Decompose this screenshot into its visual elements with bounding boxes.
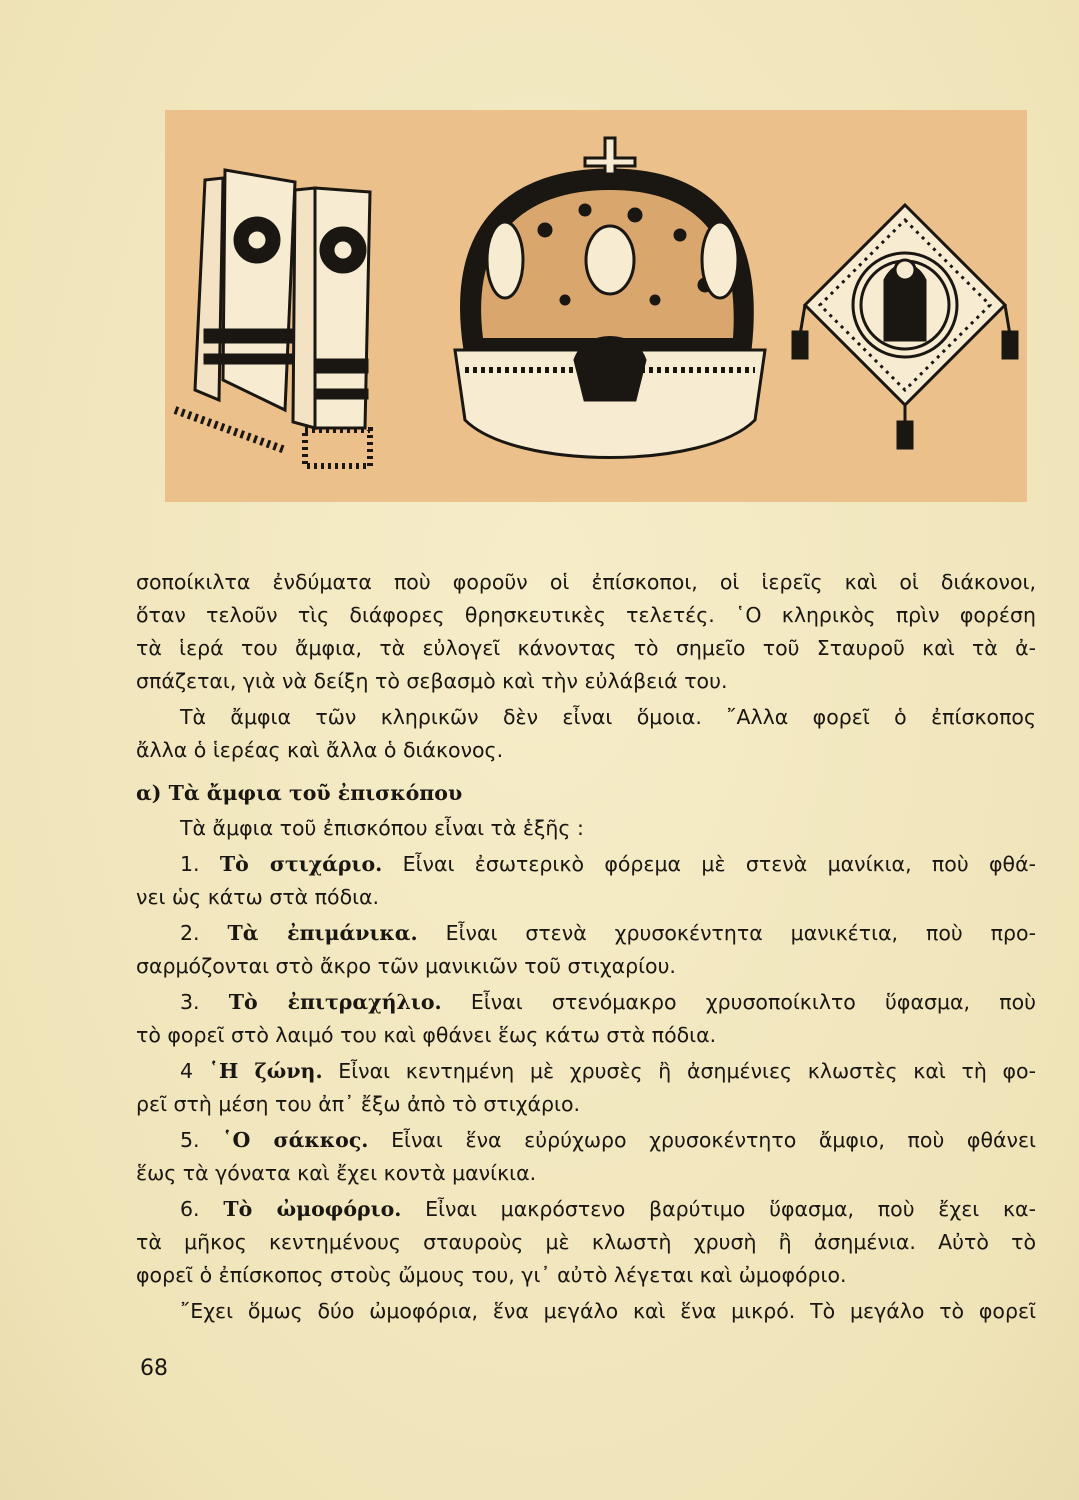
text-line: ρεῖ στὴ μέση του ἀπ᾿ ἔξω ἀπὸ τὸ στιχάριο. [136, 1092, 581, 1116]
item-number: 6. [180, 1197, 200, 1221]
vestments-illustration [165, 110, 1027, 502]
item-number: 4 [180, 1059, 194, 1083]
text-line: τὸ φορεῖ στὸ λαιμό του καὶ φθάνει ἕως κάτω στὰ πόδια. [136, 1023, 717, 1047]
text-line: φορεῖ ὁ ἐπίσκοπος στοὺς ὤμους του, γι᾿ αὐτὸ λέγεται καὶ ὠμοφόριο. [136, 1263, 847, 1287]
mitre-crown-icon [455, 138, 765, 458]
section-heading: α) Τὰ ἄμφια τοῦ ἐπισκόπου [136, 781, 463, 805]
item-term: ῾Η ζώνη. [208, 1059, 323, 1083]
list-item [136, 1199, 1036, 1220]
text-line: ῎Εχει ὅμως δύο ὠμοφόρια, ἕνα μεγάλο καὶ ἕνα μικρό. Τὸ μεγάλο τὸ φορεῖ [180, 1299, 1036, 1323]
item-term: Τὸ ὠμοφόριο. [223, 1197, 402, 1221]
list-item [136, 1130, 1036, 1151]
text-line: ὅταν τελοῦν τὶς διάφορες θρησκευτικὲς τελετές. ῾Ο κληρικὸς πρὶν φορέση [136, 603, 1036, 627]
epigonation-icon [793, 205, 1017, 448]
item-number: 3. [180, 990, 200, 1014]
list-item [136, 923, 1036, 944]
page-number: 68 [140, 1356, 168, 1381]
text-line: τὰ μῆκος κεντημένους σταυροὺς μὲ κλωστὴ χρυσὴ ἢ ἀσημένια. Αὐτὸ τὸ [136, 1230, 1036, 1254]
item-term: Τὸ στιχάριο. [219, 852, 383, 876]
epimanika-cuffs-icon [175, 170, 370, 466]
text-line: σπάζεται, γιὰ νὰ δείξη τὸ σεβασμὸ καὶ τὴν εὐλάβειά του. [136, 669, 728, 693]
text-line: τὰ ἱερά του ἄμφια, τὰ εὐλογεῖ κάνοντας τὸ σημεῖο τοῦ Σταυροῦ καὶ τὰ ἀ- [136, 636, 1036, 660]
item-text: Εἶναι ἐσωτερικὸ φόρεμα μὲ στενὰ μανίκια, ποὺ φθά- [402, 852, 1036, 876]
item-text: Εἶναι μακρόστενο βαρύτιμο ὕφασμα, ποὺ ἔχει κα- [425, 1197, 1036, 1221]
item-text: Εἶναι στενόμακρο χρυσοποίκιλτο ὕφασμα, ποὺ [470, 990, 1036, 1014]
text-line: σοποίκιλτα ἐνδύματα ποὺ φοροῦν οἱ ἐπίσκοποι, οἱ ἱερεῖς καὶ οἱ διάκονοι, [136, 570, 1036, 594]
text-line: ἕως τὰ γόνατα καὶ ἔχει κοντὰ μανίκια. [136, 1161, 537, 1185]
item-text: Εἶναι στενὰ χρυσοκέντητα μανικέτια, ποὺ προ- [445, 921, 1036, 945]
item-text: Εἶναι ἕνα εὐρύχωρο χρυσοκέντητο ἄμφιο, ποὺ φθάνει [391, 1128, 1036, 1152]
item-term: Τὸ ἐπιτραχήλιο. [228, 990, 442, 1014]
item-text: Εἶναι κεντημένη μὲ χρυσὲς ἢ ἀσημένιες κλωστὲς καὶ τὴ φο- [338, 1059, 1036, 1083]
item-term: ῾Ο σάκκος. [222, 1128, 369, 1152]
item-number: 2. [180, 921, 200, 945]
list-item [136, 992, 1036, 1013]
item-term: Τὰ ἐπιμάνικα. [227, 921, 418, 945]
text-line: νει ὡς κάτω στὰ πόδια. [136, 885, 380, 909]
intro-line: Τὰ ἄμφια τοῦ ἐπισκόπου εἶναι τὰ ἑξῆς : [180, 816, 584, 840]
text-line: ἄλλα ὁ ἱερέας καὶ ἄλλα ὁ διάκονος. [136, 738, 504, 762]
list-item [136, 854, 1036, 875]
item-number: 5. [180, 1128, 200, 1152]
text-line: σαρμόζονται στὸ ἄκρο τῶν μανικιῶν τοῦ στιχαρίου. [136, 954, 676, 978]
item-number: 1. [180, 852, 200, 876]
text-line: Τὰ ἄμφια τῶν κληρικῶν δὲν εἶναι ὅμοια. ῎Αλλα φορεῖ ὁ ἐπίσκοπος [180, 705, 1036, 729]
list-item [136, 1061, 1036, 1082]
